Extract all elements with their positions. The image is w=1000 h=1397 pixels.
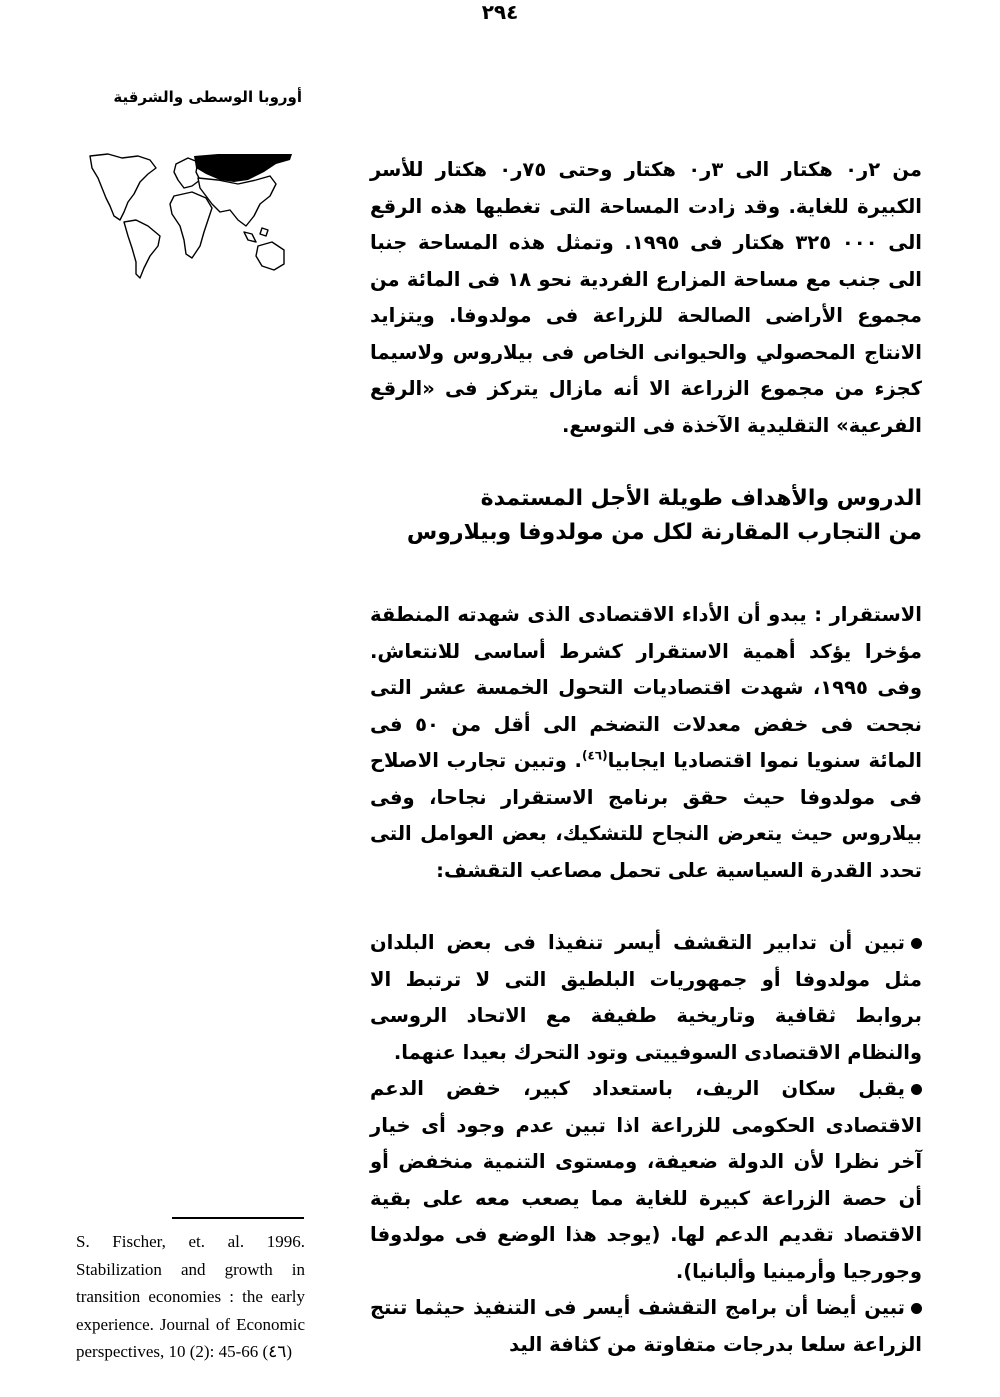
heading-line-1: الدروس والأهداف طويلة الأجل المستمدة (480, 486, 922, 511)
footnote-text: S. Fischer, et. al. 1996. Stabilization and growth in transition economies : the early experience. Journal of Economic perspectives, 10 (2): 45-66 (76, 1232, 305, 1361)
paragraph-2-lead: الاستقرار (829, 603, 922, 626)
bullet-icon (911, 1303, 922, 1314)
list-item (370, 1290, 922, 1363)
footnote (76, 1228, 305, 1366)
list-item-text: تبين أيضا أن برامج التقشف أيسر فى التنفيذ حيثما تنتج الزراعة سلعا بدرجات متفاوتة من كثافة اليد (370, 1296, 922, 1356)
footnote-reference[interactable]: (٤٦) (581, 748, 608, 763)
world-map-icon (88, 150, 293, 280)
africa-shape (170, 192, 212, 258)
heading-line-2: من التجارب المقارنة لكل من مولدوفا وبيلاروس (406, 520, 922, 545)
asia-shape (198, 176, 276, 226)
list-item-text: تبين أن تدابير التقشف أيسر تنفيذا فى بعض البلدان مثل مولدوفا أو جمهوريات البلطيق التى لا ترتبط الا بروابط ثقافية وتاريخية طفيفة مع الاتحاد الروسى والنظام الاقتصادى السوفييتى وتود التحرك بعيدا عنهما. (370, 931, 922, 1064)
north-america-shape (90, 154, 156, 220)
south-america-shape (124, 220, 160, 278)
list-item (370, 925, 922, 1071)
footnote-divider (172, 1217, 304, 1219)
list-item (370, 1071, 922, 1290)
section-heading (370, 482, 922, 550)
bullet-icon (911, 1084, 922, 1095)
footnote-marker: (٤٦) (262, 1342, 293, 1361)
paragraph-2-text-cont: . وتبين تجارب الاصلاح فى مولدوفا حيث حقق برنامج الاستقرار نجاحا، وفى بيلاروس حيث يتعرض النجاح للتشكيك، بعض العوامل التى تحدد القدرة السياسية على تحمل مصاعب التقشف: (370, 749, 922, 882)
paragraph-1: من ٢ر٠ هكتار الى ٣ر٠ هكتار وحتى ٧٥ر٠ هكتار للأسر الكبيرة للغاية. وقد زادت المساحة التى تغطيها هذه الرقع الى ٠٠٠ ٣٢٥ هكتار فى ١٩٩٥. وتمثل هذه المساحة جنبا الى جنب مع مساحة المزارع الفردية نحو ١٨ فى المائة من مجموع الأراضى الصالحة للزراعة فى مولدوفا. ويتزايد الانتاج المحصولي والحيوانى الخاص فى بيلاروس ولاسيما كجزء من مجموع الزراعة الا أنه مازال يتركز فى «الرقع الفرعية» التقليدية الآخذة فى التوسع. (370, 158, 922, 437)
bullet-list (370, 925, 922, 1363)
paragraph-2 (370, 597, 922, 889)
bullet-icon (911, 938, 922, 949)
section-label: أوروبا الوسطى والشرقية (113, 88, 302, 106)
page-number: ٢٩٤ (481, 0, 519, 24)
highlighted-region-shape (194, 154, 292, 182)
paragraph-2-text: : يبدو أن الأداء الاقتصادى الذى شهدته المنطقة مؤخرا يؤكد أهمية الاستقرار كشرط أساسى للانتعاش. وفى ١٩٩٥، شهدت اقتصاديات التحول الخمسة عشر التى نجحت فى خفض معدلات التضخم الى أقل من ٥٠ فى المائة سنويا نموا اقتصاديا ايجابيا (370, 603, 922, 772)
australia-shape (256, 242, 284, 270)
list-item-text: يقبل سكان الريف، باستعداد كبير، خفض الدعم الاقتصادى الحكومى للزراعة اذا تبين عدم وجود أى خيار آخر نظرا لأن الدولة ضعيفة، ومستوى التنمية منخفض أو أن حصة الزراعة كبيرة للغاية مما يصعب معه على بقية الاقتصاد تقديم الدعم لها. (يوجد هذا الوضع فى مولدوفا وجورجيا وأرمينيا وألبانيا). (370, 1077, 922, 1283)
